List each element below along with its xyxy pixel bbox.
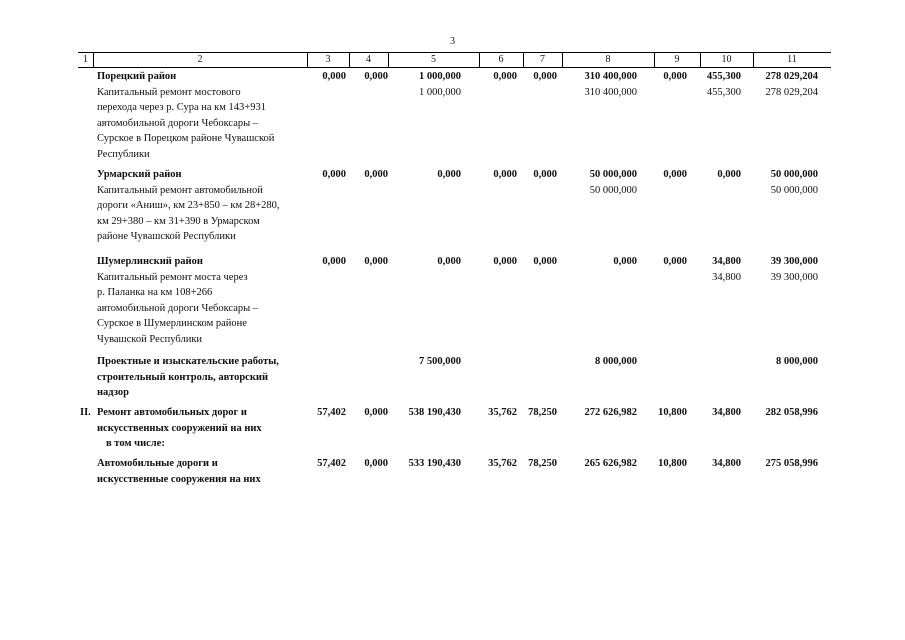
value-cell: 0,000 xyxy=(437,256,461,267)
row-description: км 29+380 – км 31+390 в Урмарском xyxy=(97,215,260,227)
row-title: искусственные сооружения на них xyxy=(97,473,261,485)
header-col-8: 8 xyxy=(605,54,611,65)
value-cell: 0,000 xyxy=(364,169,388,180)
value-cell: 0,000 xyxy=(364,71,388,82)
value-cell: 50 000,000 xyxy=(589,169,637,180)
row-title: Проектные и изыскательские работы, xyxy=(97,356,279,367)
value-cell: 0,000 xyxy=(613,256,637,267)
value-cell: 39 300,000 xyxy=(770,256,818,267)
value-cell: 533 190,430 xyxy=(408,458,461,469)
value-cell: 0,000 xyxy=(322,71,346,82)
value-cell: 34,800 xyxy=(712,256,741,267)
value-cell: 265 626,982 xyxy=(584,458,637,469)
row-title: Автомобильные дороги и xyxy=(97,458,218,469)
value-cell: 0,000 xyxy=(493,256,517,267)
value-cell: 0,000 xyxy=(533,256,557,267)
value-cell: 0,000 xyxy=(533,71,557,82)
value-cell: 34,800 xyxy=(712,458,741,469)
header-col-5: 5 xyxy=(431,54,436,65)
row-title: Порецкий район xyxy=(97,71,177,82)
value-cell: 57,402 xyxy=(317,458,346,469)
header-col-7: 7 xyxy=(540,54,545,65)
row-description: перехода через р. Сура на км 143+931 xyxy=(97,102,266,113)
value-cell: 0,000 xyxy=(437,169,461,180)
value-cell: 310 400,000 xyxy=(584,71,637,82)
header-col-10: 10 xyxy=(721,54,732,65)
row-title: Урмарский район xyxy=(97,169,182,180)
header-col-11: 11 xyxy=(787,54,797,65)
value-cell: 78,250 xyxy=(528,458,557,469)
row-description: р. Паланка на км 108+266 xyxy=(97,287,213,298)
row-description: автомобильной дороги Чебоксары – xyxy=(97,117,259,129)
value-cell: 78,250 xyxy=(528,407,557,418)
value-cell: 35,762 xyxy=(488,458,517,469)
row-description: Капитальный ремонт автомобильной xyxy=(97,184,263,196)
row-description: Сурское в Шумерлинском районе xyxy=(97,318,247,329)
value-cell: 35,762 xyxy=(488,407,517,418)
value-cell: 34,800 xyxy=(712,407,741,418)
value-cell: 455,300 xyxy=(706,86,741,98)
value-cell: 0,000 xyxy=(533,169,557,180)
value-cell: 0,000 xyxy=(364,407,388,418)
value-cell: 278 029,204 xyxy=(765,71,818,82)
header-col-2: 2 xyxy=(197,54,203,65)
row-description: Сурское в Порецком районе Чувашской xyxy=(97,133,275,144)
value-cell: 39 300,000 xyxy=(770,271,818,283)
value-cell: 0,000 xyxy=(322,169,346,180)
row-description: районе Чувашской Республики xyxy=(97,231,236,242)
value-cell: 455,300 xyxy=(706,71,741,82)
page-number: 3 xyxy=(450,36,455,47)
row-number: II. xyxy=(80,407,91,418)
value-cell: 50 000,000 xyxy=(770,184,818,196)
header-col-1: 1 xyxy=(83,54,88,65)
value-cell: 1 000,000 xyxy=(419,86,461,98)
value-cell: 1 000,000 xyxy=(419,71,461,82)
value-cell: 0,000 xyxy=(493,71,517,82)
value-cell: 10,800 xyxy=(658,458,687,469)
value-cell: 0,000 xyxy=(663,71,687,82)
value-cell: 310 400,000 xyxy=(584,86,637,98)
row-title: в том числе: xyxy=(106,438,165,449)
row-description: автомобильной дороги Чебоксары – xyxy=(97,302,259,314)
row-description: дороги «Аниш», км 23+850 – км 28+280, xyxy=(97,200,280,211)
value-cell: 50 000,000 xyxy=(770,169,818,180)
row-description: Республики xyxy=(97,148,150,160)
row-description: Чувашской Республики xyxy=(97,333,203,345)
row-title: искусственных сооружений на них xyxy=(97,422,262,434)
value-cell: 278 029,204 xyxy=(765,86,818,98)
row-title: надзор xyxy=(97,387,129,398)
value-cell: 57,402 xyxy=(317,407,346,418)
value-cell: 0,000 xyxy=(663,256,687,267)
value-cell: 7 500,000 xyxy=(419,356,461,367)
row-description: Капитальный ремонт моста через xyxy=(97,271,248,283)
header-col-9: 9 xyxy=(674,54,680,65)
value-cell: 0,000 xyxy=(663,169,687,180)
value-cell: 275 058,996 xyxy=(765,458,818,469)
row-title: Шумерлинский район xyxy=(97,256,203,267)
header-col-6: 6 xyxy=(498,54,504,65)
value-cell: 0,000 xyxy=(364,458,388,469)
value-cell: 10,800 xyxy=(658,407,687,418)
value-cell: 272 626,982 xyxy=(584,407,637,418)
header-col-3: 3 xyxy=(325,54,331,65)
value-cell: 0,000 xyxy=(493,169,517,180)
value-cell: 0,000 xyxy=(717,169,741,180)
row-title: Ремонт автомобильных дорог и xyxy=(97,407,247,418)
value-cell: 0,000 xyxy=(364,256,388,267)
table-header xyxy=(78,52,831,68)
value-cell: 34,800 xyxy=(712,271,741,283)
row-description: Капитальный ремонт мостового xyxy=(97,86,241,98)
value-cell: 282 058,996 xyxy=(765,407,818,418)
value-cell: 0,000 xyxy=(322,256,346,267)
header-col-4: 4 xyxy=(366,54,371,65)
value-cell: 50 000,000 xyxy=(589,184,637,196)
value-cell: 8 000,000 xyxy=(595,356,637,367)
row-title: строительный контроль, авторский xyxy=(97,371,268,383)
value-cell: 538 190,430 xyxy=(408,407,461,418)
value-cell: 8 000,000 xyxy=(776,356,818,367)
